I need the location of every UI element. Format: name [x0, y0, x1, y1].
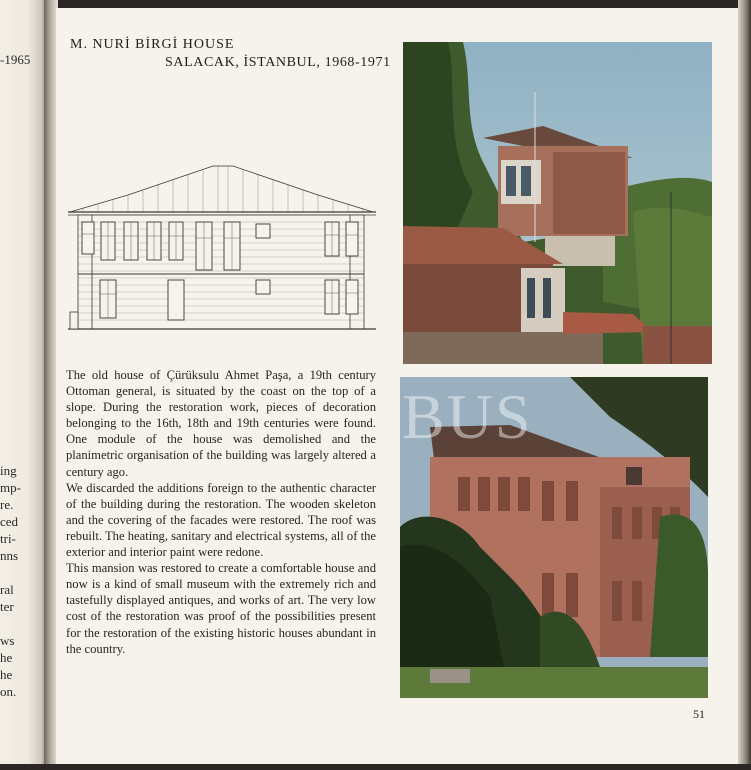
right-page-edge: [738, 0, 751, 770]
scan-top-border: [0, 0, 751, 8]
left-page-text-fragment: ing: [0, 463, 17, 478]
page-subtitle: SALACAK, İSTANBUL, 1968-1971: [165, 55, 391, 70]
scan-bottom-border: [0, 764, 751, 770]
paragraph-restoration: We discarded the additions foreign to the authentic character of the building during the restoration. The wooden skeleton and the covering of the facades were restored. The roof was rebuilt. The heating, sanitary and electrical systems, all of the exterior and interior paint were redone.: [66, 480, 376, 560]
left-page-text-fragment: ws: [0, 633, 15, 648]
left-page-text-fragment: re.: [0, 497, 14, 512]
paragraph-museum: This mansion was restored to create a comfortable house and now is a kind of small museum with the extremely rich and tastefully displayed antiques, and works of art. The very low cost of the restoration was proof of the possibilities present for the restoration of the existing historic houses abundant in the country.: [66, 561, 376, 656]
left-page-header-fragment: -1965: [0, 52, 31, 67]
left-page-text-fragment: he: [0, 650, 13, 665]
left-page-text-fragment: nns: [0, 548, 19, 563]
paragraph-history: The old house of Çürüksulu Ahmet Paşa, a 19th century Ottoman general, is situated by the coast on the top of a slope. During the restoration work, pieces of decoration belonging to the 16th, 18th and 19th centuries were found. One module of the house was demolished and the planimetric organisation of the building was largely altered a century ago.: [66, 368, 376, 479]
elevation-drawing: [68, 162, 376, 334]
left-page-text-fragment: ced: [0, 514, 19, 529]
left-page-text-fragment: ter: [0, 599, 14, 614]
watermark: BUS: [402, 381, 533, 452]
page-title: M. NURİ BİRGİ HOUSE: [70, 37, 235, 52]
left-page-text-fragment: mp-: [0, 480, 21, 495]
photo-hillside-houses: [403, 42, 712, 364]
left-page-text-fragment: tri-: [0, 531, 16, 546]
left-page-edge: [0, 0, 46, 770]
body-text: [66, 367, 376, 657]
left-page-text-fragment: on.: [0, 684, 17, 699]
left-page-text-fragment: ral: [0, 582, 14, 597]
page-number: 51: [693, 707, 705, 721]
left-page-text-fragment: he: [0, 667, 13, 682]
